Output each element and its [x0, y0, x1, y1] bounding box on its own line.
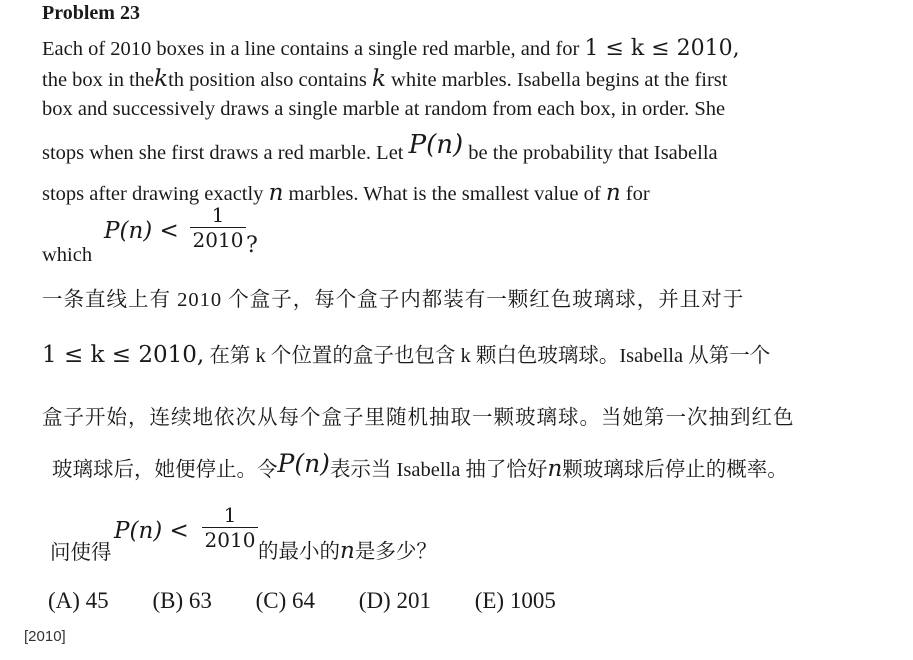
- en-text: th position also contains: [168, 69, 367, 91]
- en-text: be the probability that Isabella: [468, 142, 718, 164]
- en-which: which: [42, 244, 93, 266]
- fraction-denominator: 2010: [192, 228, 244, 252]
- en-text: stops when she first draws a red marble. Let: [42, 142, 404, 164]
- zh-fraction: [202, 503, 258, 552]
- math-p-of-n: P(n): [408, 130, 464, 160]
- zh-text: 玻璃球后，她便停止。令: [52, 459, 278, 481]
- en-line-2: [42, 66, 727, 93]
- problem-title: Problem 23: [42, 2, 140, 24]
- zh-text: 是多少？: [354, 541, 437, 563]
- zh-text: 在第 k 个位置的盒子也包含 k 颗白色玻璃球。Isabella 从第一个: [209, 345, 771, 367]
- en-line-5: [42, 180, 650, 207]
- answer-options: [48, 588, 594, 614]
- fraction-denominator: 2010: [204, 528, 256, 552]
- zh-line-2: [42, 342, 770, 369]
- math-n: n: [268, 180, 284, 206]
- en-text: for: [625, 183, 650, 205]
- zh-text: 表示当 Isabella 抽了恰好: [329, 459, 548, 481]
- math-n: n: [340, 538, 355, 564]
- en-text: the box in the: [42, 69, 155, 91]
- option-a[interactable]: (A) 45: [48, 588, 109, 613]
- zh-text: 颗玻璃球后停止的概率。: [562, 459, 788, 481]
- en-text: marbles. What is the smallest value of: [288, 183, 601, 205]
- option-b[interactable]: (B) 63: [152, 588, 212, 613]
- zh-line-1: 一条直线上有 2010 个盒子，每个盒子内都装有一颗红色玻璃球，并且对于: [42, 289, 745, 311]
- en-question-mark: ?: [246, 233, 258, 258]
- math-n: n: [547, 456, 563, 482]
- en-line-1: [42, 36, 740, 62]
- en-fraction: [190, 203, 246, 252]
- math-n: n: [605, 180, 621, 206]
- math-k: k: [154, 66, 169, 92]
- zh-ask: 问使得: [50, 542, 112, 564]
- source-tag: [2010]: [24, 628, 66, 645]
- math-p-of-n: P(n): [277, 449, 330, 478]
- fraction-numerator: 1: [211, 203, 225, 227]
- k-range-inequality: 1 ≤ k ≤ 2010,: [42, 342, 205, 368]
- en-text: white marbles. Isabella begins at the first: [391, 69, 728, 91]
- en-text: Each of 2010 boxes in a line contains a single red marble, and for: [42, 38, 580, 60]
- math-k: k: [371, 66, 386, 92]
- option-e[interactable]: (E) 1005: [474, 588, 556, 613]
- zh-inequality: P(n) <: [114, 518, 189, 544]
- en-line-4: [42, 130, 718, 166]
- en-inequality: P(n) <: [104, 218, 179, 244]
- zh-line-5-tail: [258, 538, 437, 565]
- k-range-inequality: 1 ≤ k ≤ 2010,: [584, 36, 740, 61]
- zh-text: 的最小的: [258, 541, 340, 563]
- option-c[interactable]: (C) 64: [255, 588, 316, 613]
- fraction-numerator: 1: [223, 503, 237, 527]
- zh-line-4: [52, 449, 788, 483]
- en-text: stops after drawing exactly: [42, 183, 264, 205]
- zh-line-3: 盒子开始，连续地依次从每个盒子里随机抽取一颗玻璃球。当她第一次抽到红色: [42, 407, 795, 429]
- en-line-3: box and successively draws a single marble at random from each box, in order. She: [42, 98, 726, 120]
- option-d[interactable]: (D) 201: [358, 588, 431, 613]
